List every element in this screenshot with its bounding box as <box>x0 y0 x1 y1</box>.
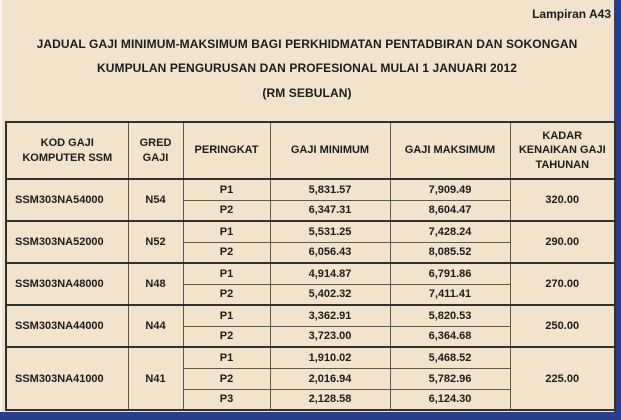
kadar-cell: 225.00 <box>510 347 615 410</box>
kod-cell: SSM303NA48000 <box>6 263 128 305</box>
peringkat-cell: P2 <box>183 284 270 305</box>
gaji-minimum-cell: 2,128.58 <box>270 389 390 410</box>
document-title-line1: JADUAL GAJI MINIMUM-MAKSIMUM BAGI PERKHIDMATAN PENTADBIRAN DAN SOKONGAN <box>36 37 578 51</box>
table-row <box>6 263 615 284</box>
kod-cell: SSM303NA54000 <box>6 179 128 221</box>
salary-table <box>5 121 616 411</box>
kod-cell: SSM303NA52000 <box>6 221 128 263</box>
gaji-maksimum-cell: 7,428.24 <box>390 221 510 242</box>
gaji-minimum-cell: 5,831.57 <box>270 179 390 200</box>
gaji-minimum-cell: 6,347.31 <box>270 200 390 221</box>
gred-cell: N48 <box>128 263 183 305</box>
gaji-minimum-cell: 3,723.00 <box>270 326 390 347</box>
gaji-maksimum-cell: 5,820.53 <box>390 305 510 326</box>
gaji-minimum-cell: 2,016.94 <box>270 368 390 389</box>
gred-cell: N52 <box>128 221 183 263</box>
kadar-cell: 320.00 <box>510 179 615 221</box>
header-gred-gaji: GRED GAJI <box>128 122 183 179</box>
gaji-minimum-cell: 5,402.32 <box>270 284 390 305</box>
peringkat-cell: P2 <box>183 326 270 347</box>
gaji-maksimum-cell: 8,604.47 <box>390 200 510 221</box>
gaji-maksimum-cell: 5,782.96 <box>390 368 510 389</box>
gaji-minimum-cell: 3,362.91 <box>270 305 390 326</box>
kod-cell: SSM303NA44000 <box>6 305 128 347</box>
kadar-cell: 270.00 <box>510 263 615 305</box>
table-row <box>6 305 615 326</box>
peringkat-cell: P1 <box>183 221 270 242</box>
kod-cell: SSM303NA41000 <box>6 347 128 410</box>
table-header-row <box>6 122 615 179</box>
peringkat-cell: P2 <box>183 200 270 221</box>
gred-cell: N44 <box>128 305 183 347</box>
document-title-line2: KUMPULAN PENGURUSAN DAN PROFESIONAL MULAI 1 JANUARI 2012 <box>96 61 518 75</box>
gaji-maksimum-cell: 7,411.41 <box>390 284 510 305</box>
kadar-cell: 290.00 <box>510 221 615 263</box>
peringkat-cell: P1 <box>183 263 270 284</box>
table-row <box>6 179 615 200</box>
document-title-line3: (RM SEBULAN) <box>262 86 352 100</box>
peringkat-cell: P2 <box>183 242 270 263</box>
gaji-maksimum-cell: 5,468.52 <box>390 347 510 368</box>
gaji-minimum-cell: 4,914.87 <box>270 263 390 284</box>
gaji-minimum-cell: 5,531.25 <box>270 221 390 242</box>
header-peringkat: PERINGKAT <box>183 122 270 179</box>
gaji-minimum-cell: 1,910.02 <box>270 347 390 368</box>
peringkat-cell: P2 <box>183 368 270 389</box>
peringkat-cell: P1 <box>183 305 270 326</box>
gaji-maksimum-cell: 7,909.49 <box>390 179 510 200</box>
header-kod-gaji-komputer-ssm: KOD GAJI KOMPUTER SSM <box>6 122 128 179</box>
attachment-label: Lampiran A43 <box>532 7 611 21</box>
page-frame-bottom <box>0 412 621 420</box>
gred-cell: N41 <box>128 347 183 410</box>
header-gaji-maksimum: GAJI MAKSIMUM <box>390 122 510 179</box>
header-kadar-kenaikan-gaji-tahunan: KADAR KENAIKAN GAJI TAHUNAN <box>510 122 615 179</box>
kadar-cell: 250.00 <box>510 305 615 347</box>
table-row <box>6 221 615 242</box>
peringkat-cell: P3 <box>183 389 270 410</box>
gaji-maksimum-cell: 8,085.52 <box>390 242 510 263</box>
peringkat-cell: P1 <box>183 347 270 368</box>
gred-cell: N54 <box>128 179 183 221</box>
gaji-minimum-cell: 6,056.43 <box>270 242 390 263</box>
gaji-maksimum-cell: 6,124.30 <box>390 389 510 410</box>
peringkat-cell: P1 <box>183 179 270 200</box>
header-gaji-minimum: GAJI MINIMUM <box>270 122 390 179</box>
gaji-maksimum-cell: 6,364.68 <box>390 326 510 347</box>
gaji-maksimum-cell: 6,791.86 <box>390 263 510 284</box>
table-row <box>6 347 615 368</box>
